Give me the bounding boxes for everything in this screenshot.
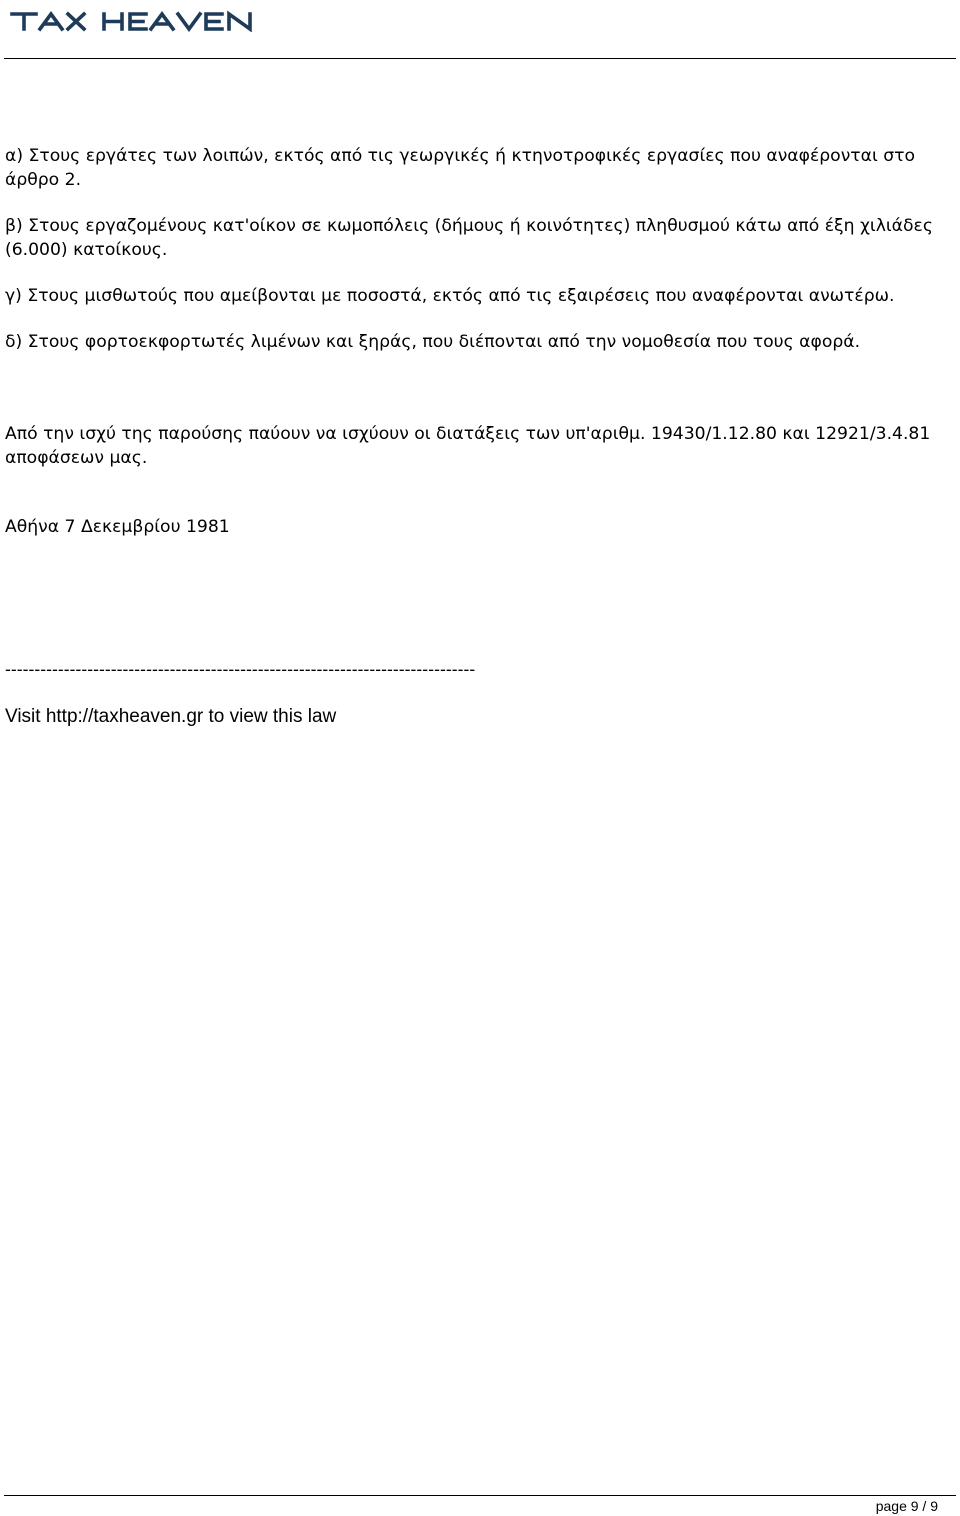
header-divider (4, 58, 956, 59)
document-body (5, 144, 950, 539)
paragraph-beta: β) Στους εργαζομένους κατ'οίκον σε κωμοπόλεις (δήμους ή κοινότητες) πληθυσμού κάτω από έξη χιλιάδες (6.000) κατοίκους. (5, 216, 933, 260)
paragraph-alpha: α) Στους εργάτες των λοιπών, εκτός από τις γεωργικές ή κτηνοτροφικές εργασίες που αναφέρονται στο άρθρο 2. (5, 146, 916, 190)
signing-date: Αθήνα 7 Δεκεμβρίου 1981 (5, 517, 230, 537)
taxheaven-logo (10, 10, 255, 32)
paragraph-repeal-clause: Από την ισχύ της παρούσης παύουν να ισχύουν οι διατάξεις των υπ'αριθμ. 19430/1.12.80 και 12921/3.4.81 αποφάσεων μας. (5, 424, 931, 468)
page-number: page 9 / 9 (875, 1498, 938, 1514)
separator-line: -------------------------------------------------------------------------------- (5, 659, 476, 679)
paragraph-gamma: γ) Στους μισθωτούς που αμείβονται με ποσοστά, εκτός από τις εξαιρέσεις που αναφέρονται ανωτέρω. (5, 286, 895, 306)
footer-divider (4, 1495, 956, 1496)
paragraph-delta: δ) Στους φορτοεκφορτωτές λιμένων και ξηράς, που διέπονται από την νομοθεσία που τους αφορά. (5, 332, 861, 352)
visit-link-text: Visit http://taxheaven.gr to view this law (5, 706, 337, 727)
